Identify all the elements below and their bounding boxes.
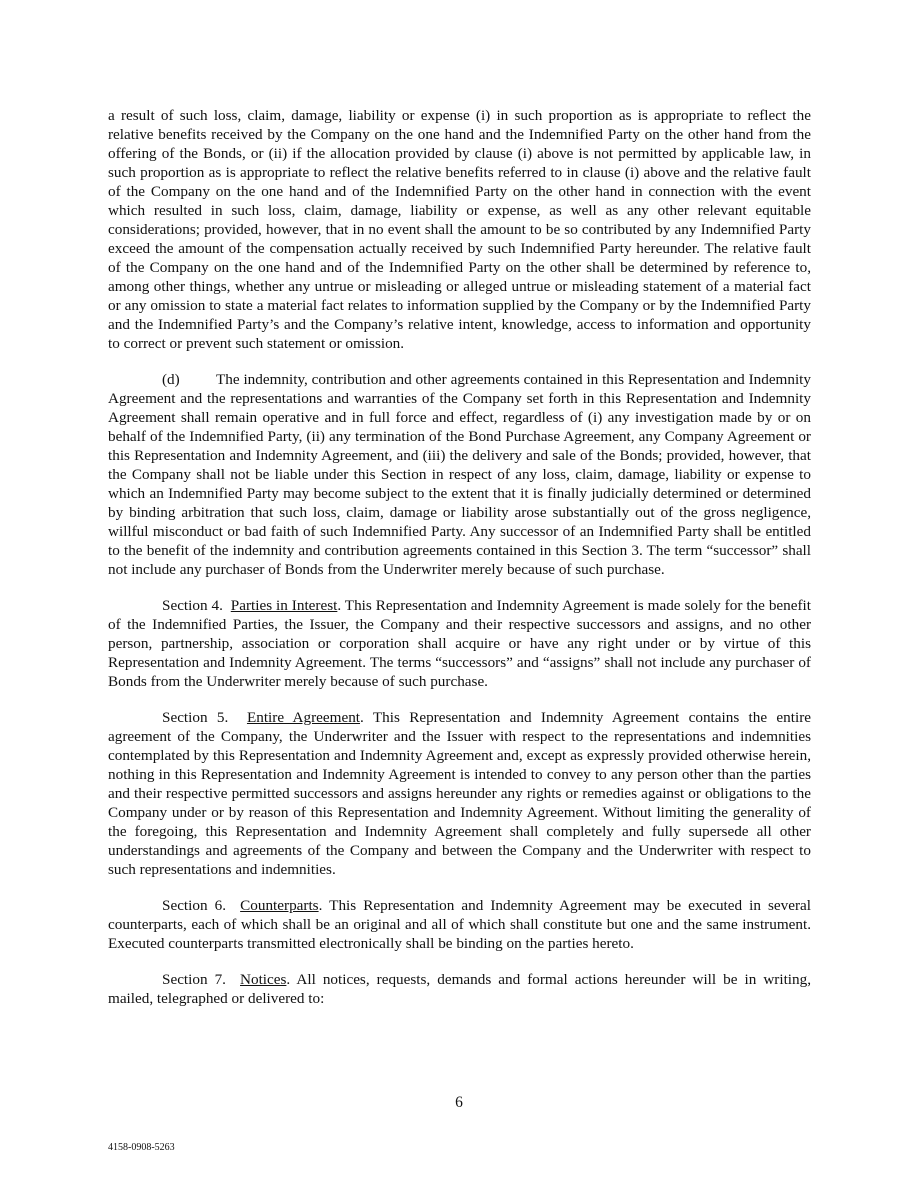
section-prefix: Section 7.: [162, 971, 226, 988]
section-7-notices: [108, 970, 811, 1008]
section-6-counterparts: [108, 896, 811, 953]
section-heading: Entire Agreement: [246, 709, 361, 726]
section-prefix: Section 5.: [162, 709, 229, 726]
section-text: . This Representation and Indemnity Agreement is made solely for the benefit of the Indemnified Parties, the Issuer, the Company and their respective successors and assigns, and no other person, partnership, association or corporation shall acquire or have any right under or by virtue of this Representation and Indemnity Agreement. The terms “successors” and “assigns” shall not include any purchaser of Bonds from the Underwriter merely because of such purchase.: [108, 597, 811, 690]
paragraph-contribution-continued: a result of such loss, claim, damage, liability or expense (i) in such proportion as is appropriate to reflect the relative benefits received by the Company on the one hand and the Indemnified Party on the other hand from the offering of the Bonds, or (ii) if the allocation provided by clause (i) above is not permitted by applicable law, in such proportion as is appropriate to reflect the relative benefits referred to in clause (i) above and the relative fault of the Company on the one hand and of the Indemnified Party on the other hand in connection with the event which resulted in such loss, claim, damage, liability or expense, as well as any other relevant equitable considerations; provided, however, that in no event shall the amount to be so contributed by any Indemnified Party exceed the amount of the compensation actually received by such Indemnified Party hereunder. The relative fault of the Company on the one hand and of the Indemnified Party on the other shall be determined by reference to, among other things, whether any untrue or misleading or alleged untrue or misleading statement of a material fact or any omission to state a material fact relates to information supplied by the Company or by the Indemnified Party and the Indemnified Party’s and the Company’s relative intent, knowledge, access to information and opportunity to correct or prevent such statement or omission.: [108, 107, 811, 352]
document-id: 4158-0908-5263: [108, 1142, 175, 1153]
clause-label: (d): [162, 371, 180, 388]
paragraph-d-survival: [108, 370, 811, 579]
section-heading: Parties in Interest: [230, 597, 338, 614]
page-number: 6: [455, 1094, 463, 1111]
section-prefix: Section 4.: [162, 597, 223, 614]
document-body: [108, 106, 811, 1025]
section-4-parties-in-interest: [108, 596, 811, 691]
section-5-entire-agreement: [108, 708, 811, 879]
section-text: . This Representation and Indemnity Agreement contains the entire agreement of the Company, the Underwriter and the Issuer with respect to the representations and indemnities contemplated by this Representation and Indemnity Agreement and, except as expressly provided otherwise herein, nothing in this Representation and Indemnity Agreement is intended to convey to any person other than the parties and their respective permitted successors and assigns hereunder any rights or remedies against or obligations to the Company under or by reason of this Representation and Indemnity Agreement. Without limiting the generality of the foregoing, this Representation and Indemnity Agreement shall completely and fully supersede all other understandings and agreements of the Company and between the Company and the Underwriter with respect to such representations and indemnities.: [108, 709, 812, 878]
clause-text: The indemnity, contribution and other agreements contained in this Representation and Indemnity Agreement and the representations and warranties of the Company set forth in this Representation and Indemnity Agreement shall remain operative and in full force and effect, regardless of (i) any investigation made by or on behalf of the Indemnified Party, (ii) any termination of the Bond Purchase Agreement, any Company Agreement or this Representation and Indemnity Agreement, and (iii) the delivery and sale of the Bonds; provided, however, that the Company shall not be liable under this Section in respect of any loss, claim, damage, liability or expense to which an Indemnified Party may become subject to the extent that it is finally judicially determined or determined by binding arbitration that such loss, claim, damage or liability arose substantially out of the gross negligence, willful misconduct or bad faith of such Indemnified Party. Any successor of an Indemnified Party shall be entitled to the benefit of the indemnity and contribution agreements contained in this Section 3. The term “successor” shall not include any purchaser of Bonds from the Underwriter merely because of such purchase.: [108, 371, 811, 578]
section-heading: Notices: [240, 971, 287, 988]
section-prefix: Section 6.: [162, 897, 227, 914]
section-text: . This Representation and Indemnity Agreement may be executed in several counterparts, each of which shall be an original and all of which shall constitute but one and the same instrument. Executed counterparts transmitted electronically shall be binding on the parties hereto.: [108, 897, 812, 952]
section-text: . All notices, requests, demands and formal actions hereunder will be in writing, mailed, telegraphed or delivered to:: [108, 971, 811, 1007]
section-heading: Counterparts: [240, 897, 319, 914]
